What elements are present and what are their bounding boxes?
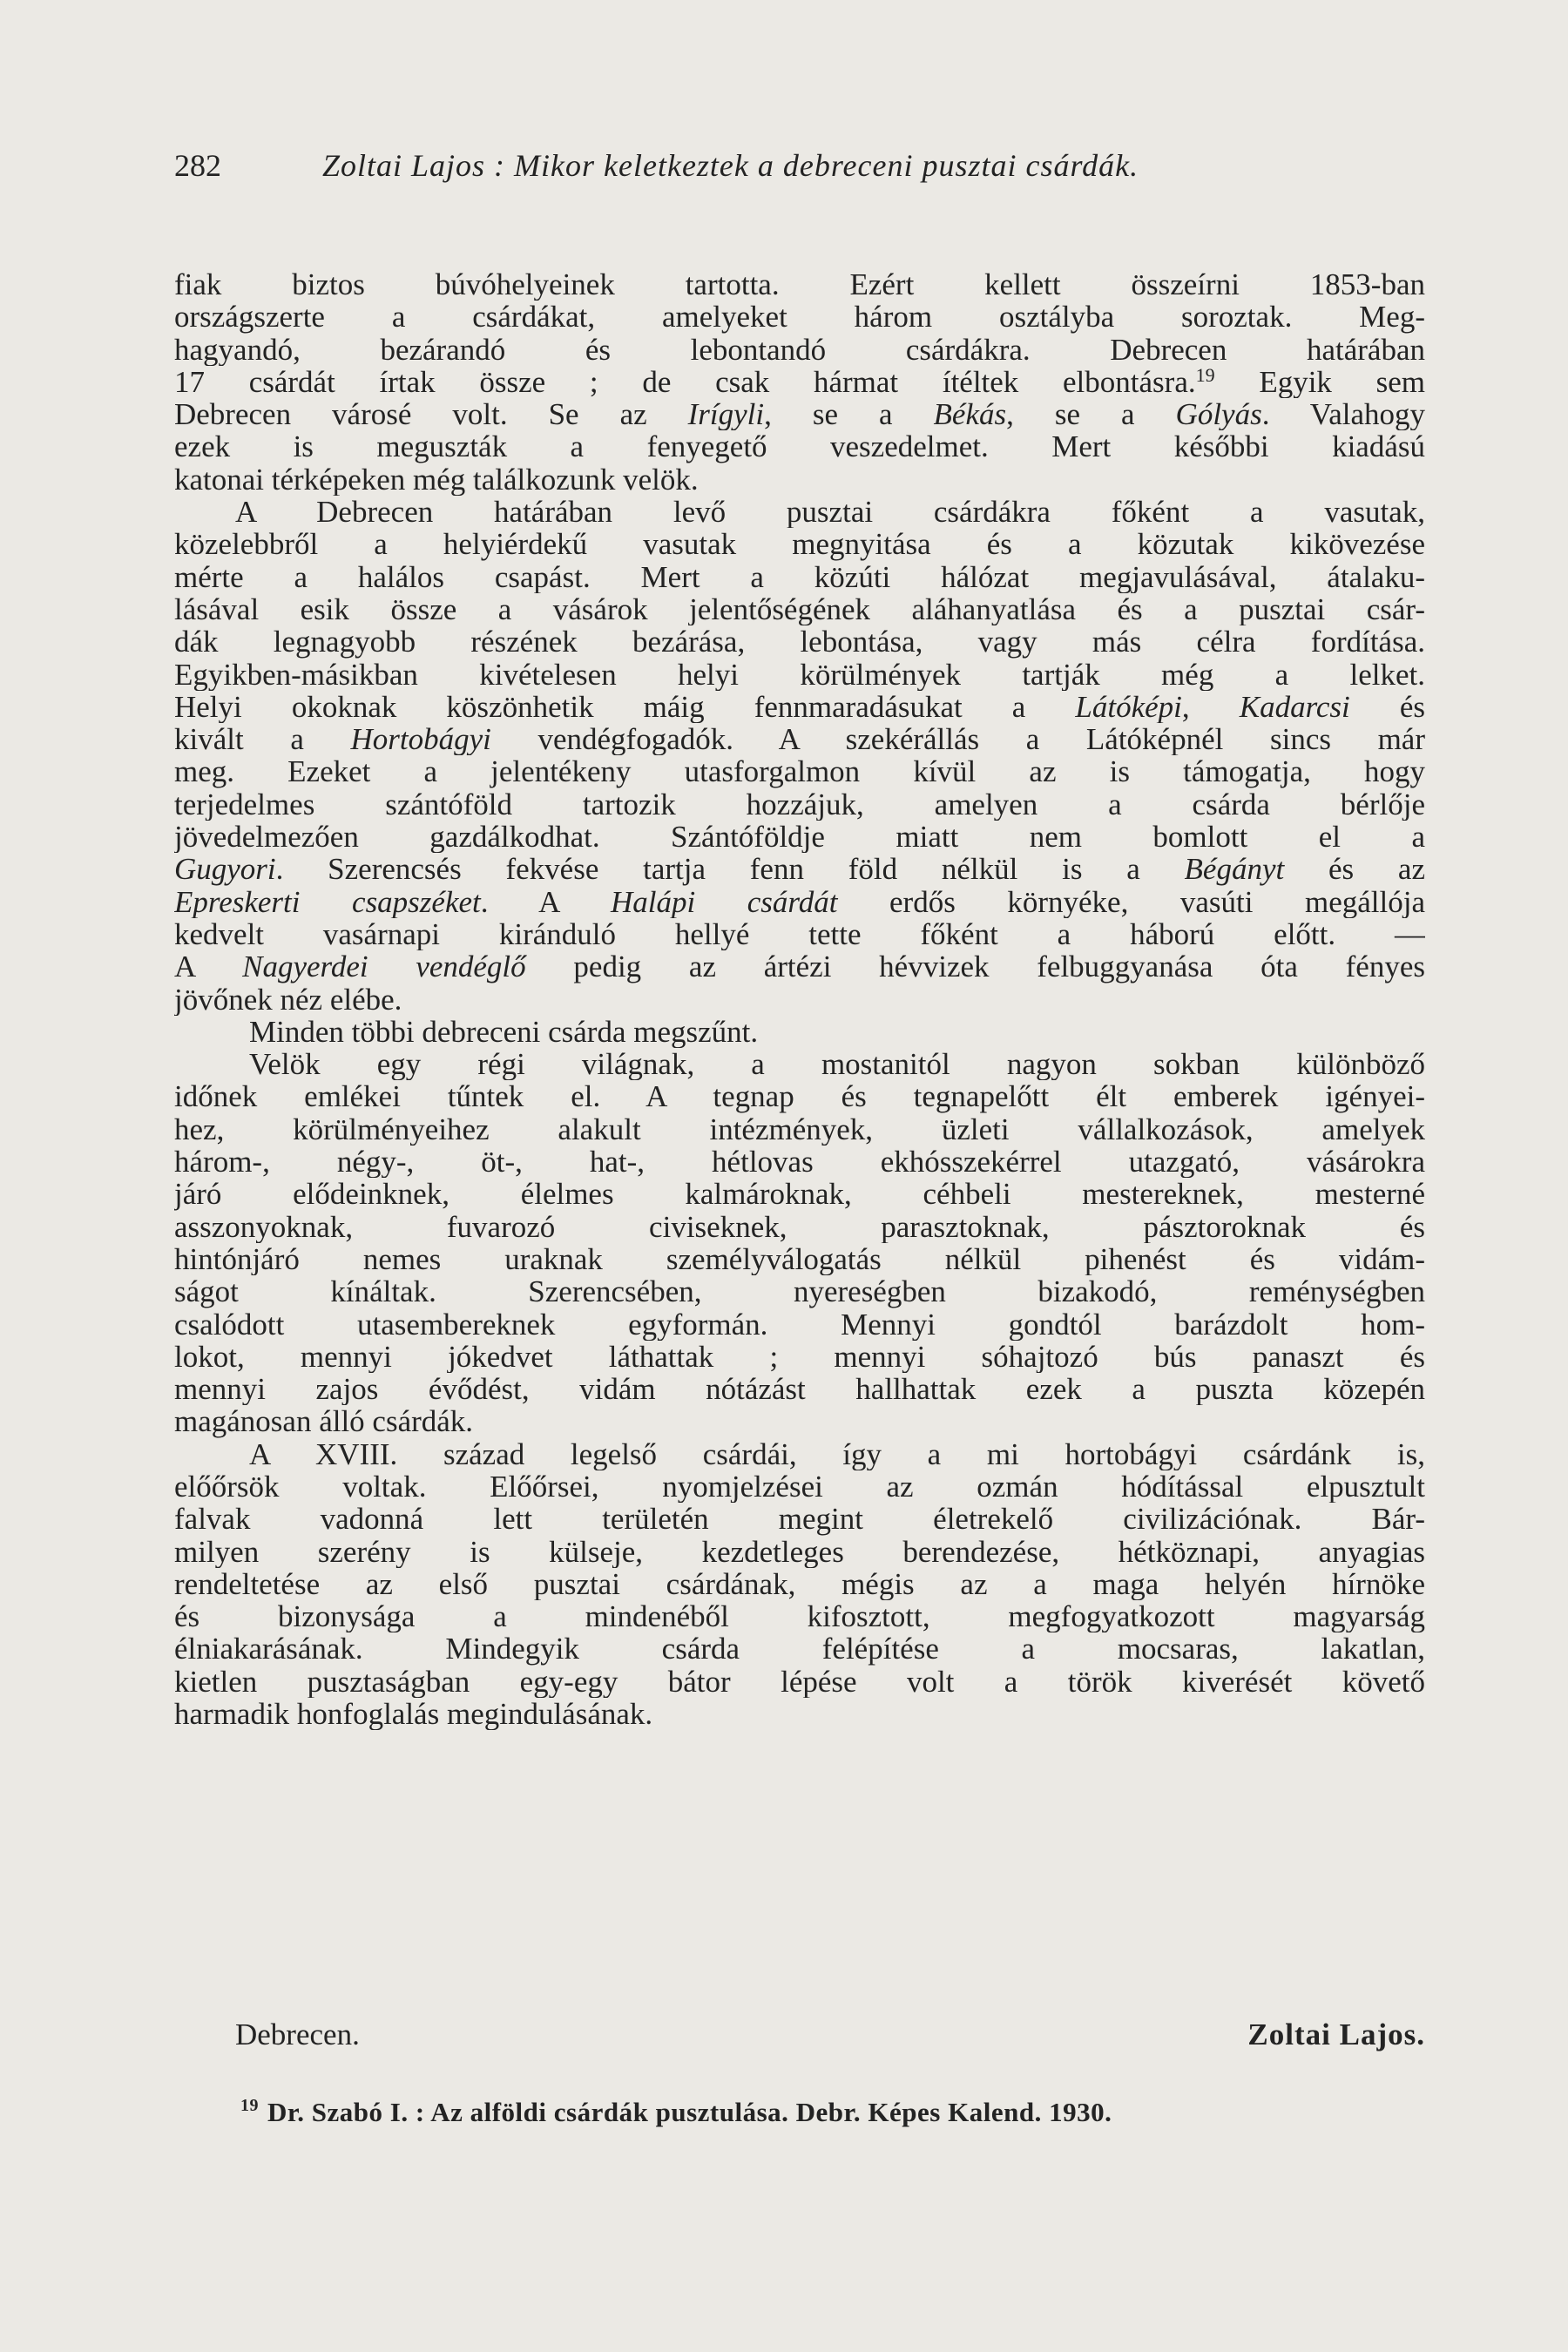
text-line: [174, 886, 1425, 918]
text-line: [174, 1113, 1425, 1146]
text-run: élniakarásának. Mindegyik csárda felépítése a mocsaras, lakatlan,: [174, 1632, 1425, 1666]
text-line: [174, 1308, 1425, 1341]
text-line: [174, 1666, 1425, 1698]
text-run: fiak biztos búvóhelyeinek tartotta. Ezért kellett összeírni 1853-ban: [174, 268, 1425, 301]
text-line: [174, 1405, 1425, 1437]
text-run: Debrecen városé volt. Se az: [174, 398, 688, 431]
text-run: ,: [1181, 690, 1240, 724]
italic-name: Látóképi: [1075, 690, 1182, 724]
text-run: országszerte a csárdákat, amelyeket három osztályba soroztak. Meg-: [174, 301, 1425, 334]
signature-author: Zoltai Lajos.: [1247, 2017, 1425, 2051]
text-run: lokot, mennyi jókedvet láthattak ; mennyi sóhajtozó bús panaszt és: [174, 1340, 1425, 1374]
text-line: [174, 1341, 1425, 1373]
text-run: erdős környéke, vasúti megállója: [837, 885, 1425, 918]
text-run: közelebbről a helyiérdekű vasutak megnyitása és a közutak kikövezése: [174, 528, 1425, 561]
running-header: [174, 148, 1429, 183]
text-run: és az: [1284, 853, 1425, 886]
text-line: [174, 1470, 1425, 1503]
text-line: [174, 1373, 1425, 1405]
text-run: dák legnagyobb részének bezárása, lebontása, vagy más célra fordítása.: [174, 625, 1425, 659]
text-run: mennyi zajos évődést, vidám nótázást hallhattak ezek a puszta közepén: [174, 1373, 1425, 1406]
article-body: [174, 268, 1425, 1730]
text-line: [174, 918, 1425, 950]
text-line: [174, 593, 1425, 625]
text-line: [174, 1536, 1425, 1568]
text-line: [174, 1438, 1425, 1470]
text-run: vendégfogadók. A szekérállás a Látóképnél sincs már: [490, 723, 1425, 756]
text-line: [174, 821, 1425, 853]
text-line: [174, 755, 1425, 787]
text-run: Egyikben-másikban kivételesen helyi körülmények tartják még a lelket.: [174, 658, 1425, 691]
text-line: [174, 1048, 1425, 1080]
text-line: [174, 430, 1425, 463]
text-run: 17 csárdát írtak össze ; de csak hármat ítéltek elbontásra.: [174, 365, 1196, 399]
text-line: [174, 1016, 1425, 1048]
text-run: kivált a: [174, 723, 351, 756]
italic-name: Bégányt: [1184, 853, 1285, 886]
text-run: jövőnek néz elébe.: [174, 983, 402, 1016]
italic-name: Halápi csárdát: [611, 885, 838, 918]
text-run: A: [174, 950, 243, 983]
text-line: [174, 983, 1425, 1016]
running-title: Zoltai Lajos : Mikor keletkeztek a debreceni pusztai csárdák.: [322, 148, 1139, 183]
italic-name: Epreskerti csapszéket: [174, 885, 481, 918]
text-run: katonai térképeken még találkozunk velök.: [174, 463, 699, 497]
text-line: [174, 1243, 1425, 1275]
text-run: időnek emlékei tűntek el. A tegnap és tegnapelőtt élt emberek igényei-: [174, 1080, 1425, 1113]
text-run: falvak vadonná lett területén megint életrekelő civilizációnak. Bár-: [174, 1503, 1425, 1536]
italic-name: Békás: [933, 398, 1007, 431]
text-line: [174, 1698, 1425, 1730]
text-run: kietlen pusztaságban egy-egy bátor lépése volt a török kiverését követő: [174, 1665, 1425, 1699]
text-line: [174, 1146, 1425, 1178]
text-line: [174, 496, 1425, 528]
text-line: [174, 1503, 1425, 1535]
text-run: ezek is meguszták a fenyegető veszedelmet. Mert későbbi kiadású: [174, 430, 1425, 463]
italic-name: Hortobágyi: [350, 723, 491, 756]
page-number: 282: [174, 148, 221, 183]
text-run: kedvelt vasárnapi kiránduló hellyé tette főként a háború előtt. —: [174, 917, 1425, 951]
text-run: lásával esik össze a vásárok jelentőségének aláhanyatlása és a pusztai csár-: [174, 592, 1425, 626]
text-line: [174, 1211, 1425, 1243]
text-run: . Valahogy: [1261, 398, 1425, 431]
text-run: rendeltetése az első pusztai csárdának, mégis az a maga helyén hírnöke: [174, 1567, 1425, 1601]
footnote-reference: 19: [1195, 365, 1215, 386]
text-run: ságot kínáltak. Szerencsében, nyereségben bizakodó, reménységben: [174, 1275, 1425, 1308]
text-run: , se a: [764, 398, 934, 431]
text-line: [174, 950, 1425, 983]
text-run: terjedelmes szántóföld tartozik hozzájuk, amelyen a csárda bérlője: [174, 787, 1425, 821]
text-line: [174, 561, 1425, 593]
text-run: A Debrecen határában levő pusztai csárdákra főként a vasutak,: [235, 496, 1425, 529]
text-run: milyen szerény is külseje, kezdetleges berendezése, hétköznapi, anyagias: [174, 1535, 1425, 1568]
italic-name: Gólyás: [1175, 398, 1262, 431]
text-run: . A: [480, 885, 611, 918]
text-run: jövedelmezően gazdálkodhat. Szántóföldje miatt nem bomlott el a: [174, 821, 1425, 854]
text-line: [174, 1632, 1425, 1665]
text-line: [174, 528, 1425, 560]
text-run: hagyandó, bezárandó és lebontandó csárdákra. Debrecen határában: [174, 333, 1425, 366]
text-run: Velök egy régi világnak, a mostanitól nagyon sokban különböző: [249, 1048, 1425, 1081]
text-run: mérte a halálos csapást. Mert a közúti hálózat megjavulásával, átalaku-: [174, 560, 1425, 593]
text-run: harmadik honfoglalás megindulásának.: [174, 1698, 653, 1731]
text-line: [174, 691, 1425, 723]
text-line: [174, 1600, 1425, 1632]
text-line: [174, 1275, 1425, 1308]
text-run: Egyik sem: [1214, 365, 1425, 399]
text-line: [174, 788, 1425, 821]
text-run: csalódott utasembereknek egyformán. Mennyi gondtól barázdolt hom-: [174, 1308, 1425, 1341]
text-line: [174, 625, 1425, 658]
text-line: [174, 723, 1425, 755]
italic-name: Nagyerdei vendéglő: [242, 950, 526, 983]
text-run: . Szerencsés fekvése tartja fenn föld nélkül is a: [275, 853, 1185, 886]
footnote-text: Dr. Szabó I. : Az alföldi csárdák pusztulása. Debr. Képes Kalend. 1930.: [267, 2097, 1112, 2127]
text-run: és: [1349, 690, 1425, 724]
text-line: [174, 334, 1425, 366]
footnote: [240, 2096, 1112, 2128]
text-run: hintónjáró nemes uraknak személyválogatás nélkül pihenést és vidám-: [174, 1242, 1425, 1276]
text-run: és bizonysága a mindenéből kifosztott, megfogyatkozott magyarság: [174, 1600, 1425, 1633]
text-run: asszonyoknak, fuvarozó civiseknek, parasztoknak, pásztoroknak és: [174, 1210, 1425, 1243]
text-line: [174, 853, 1425, 885]
text-run: Minden többi debreceni csárda megszűnt.: [249, 1015, 759, 1049]
text-run: A XVIII. század legelső csárdái, így a mi hortobágyi csárdánk is,: [249, 1437, 1425, 1470]
text-run: három-, négy-, öt-, hat-, hétlovas ekhósszekérrel utazgató, vásárokra: [174, 1146, 1425, 1179]
text-line: [174, 366, 1425, 398]
text-run: meg. Ezeket a jelentékeny utasforgalmon kívül az is támogatja, hogy: [174, 755, 1425, 788]
text-line: [174, 301, 1425, 333]
text-run: hez, körülményeihez alakult intézmények, üzleti vállalkozások, amelyek: [174, 1112, 1425, 1146]
text-run: magánosan álló csárdák.: [174, 1405, 474, 1438]
signature-line: [174, 2017, 1425, 2052]
text-line: [174, 268, 1425, 301]
text-line: [174, 659, 1425, 691]
text-run: járó elődeinknek, élelmes kalmároknak, céhbeli mestereknek, mesterné: [174, 1178, 1425, 1211]
text-line: [174, 463, 1425, 496]
text-line: [174, 1080, 1425, 1112]
text-run: Helyi okoknak köszönhetik máig fennmaradásukat a: [174, 690, 1076, 724]
text-run: , se a: [1006, 398, 1176, 431]
text-line: [174, 1568, 1425, 1600]
italic-name: Irígyli: [687, 398, 765, 431]
text-line: [174, 398, 1425, 430]
footnote-marker: 19: [240, 2096, 259, 2115]
text-line: [174, 1178, 1425, 1210]
text-run: pedig az ártézi hévvizek felbuggyanása óta fényes: [525, 950, 1425, 983]
signature-place: Debrecen.: [235, 2017, 360, 2051]
text-run: előőrsök voltak. Előőrsei, nyomjelzései az ozmán hódítással elpusztult: [174, 1470, 1425, 1504]
italic-name: Gugyori: [174, 853, 276, 886]
italic-name: Kadarcsi: [1239, 690, 1350, 724]
